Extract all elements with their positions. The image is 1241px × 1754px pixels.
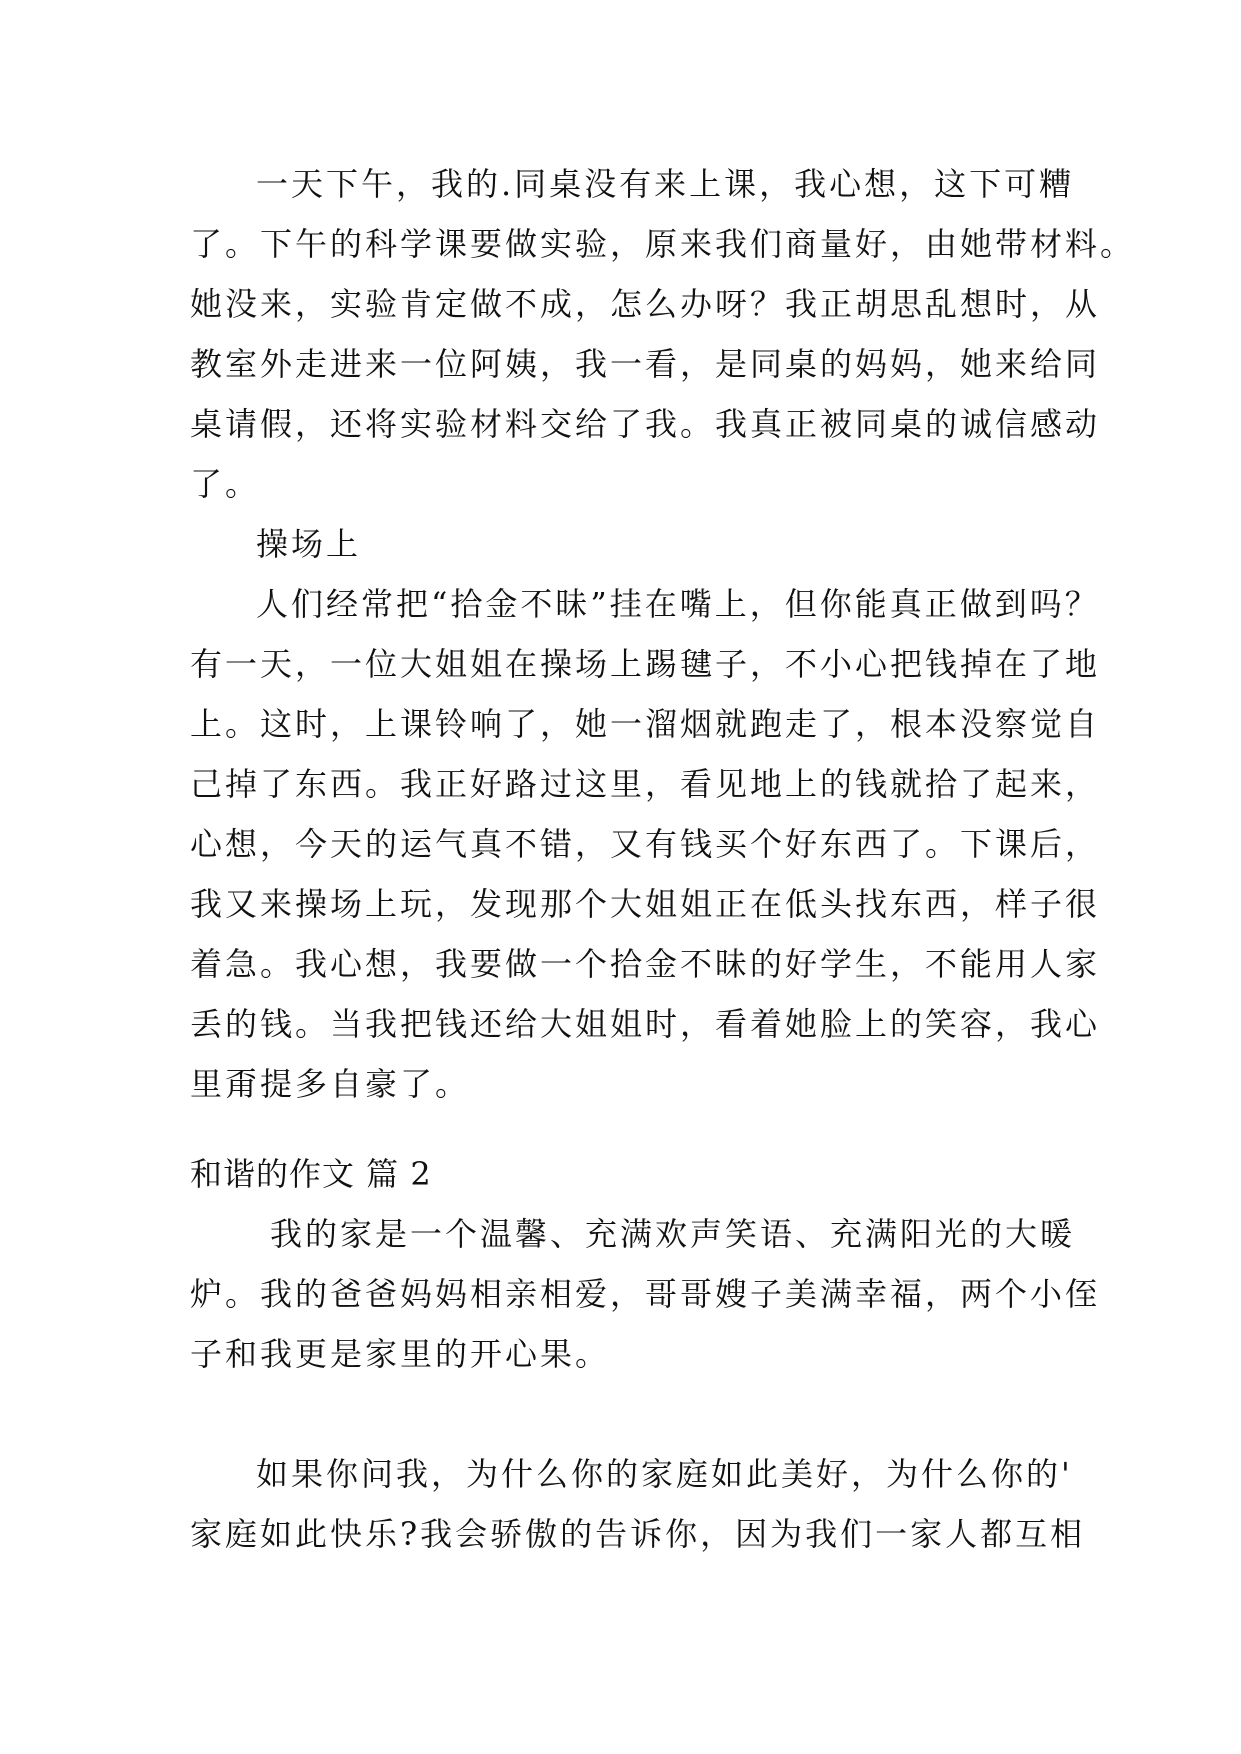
paragraph-line: 里甭提多自豪了。 [190,1065,471,1103]
paragraph-line: 教室外走进来一位阿姨，我一看，是同桌的妈妈，她来给同 [190,345,1101,383]
paragraph-line: 一天下午，我的.同桌没有来上课，我心想，这下可糟 [256,165,1075,203]
paragraph-line: 己掉了东西。我正好路过这里，看见地上的钱就拾了起来， [190,765,1101,803]
paragraph-line: 丢的钱。当我把钱还给大姐姐时，看着她脸上的笑容，我心 [190,1005,1101,1043]
paragraph-line: 了。 [190,465,261,503]
paragraph-line: 着急。我心想，我要做一个拾金不昧的好学生，不能用人家 [190,945,1101,983]
paragraph-line: 她没来，实验肯定做不成，怎么办呀？我正胡思乱想时，从 [190,285,1101,323]
paragraph-line: 如果你问我，为什么你的家庭如此美好，为什么你的' [256,1455,1073,1493]
paragraph-line: 人们经常把“拾金不昧”挂在嘴上，但你能真正做到吗？ [256,585,1100,623]
paragraph-line: 子和我更是家里的开心果。 [190,1335,611,1373]
paragraph-line: 我的家是一个温馨、充满欢声笑语、充满阳光的大暖 [270,1215,1076,1253]
paragraph-line: 心想，今天的运气真不错，又有钱买个好东西了。下课后， [190,825,1101,863]
paragraph-line: 炉。我的爸爸妈妈相亲相爱，哥哥嫂子美满幸福，两个小侄 [190,1275,1101,1313]
paragraph-line: 家庭如此快乐?我会骄傲的告诉你，因为我们一家人都互相 [190,1515,1086,1553]
essay-heading: 和谐的作文 篇 2 [190,1155,432,1193]
section-subtitle: 操场上 [256,525,362,563]
paragraph-line: 桌请假，还将实验材料交给了我。我真正被同桌的诚信感动 [190,405,1101,443]
paragraph-line: 了。下午的科学课要做实验，原来我们商量好，由她带材料。 [190,225,1136,263]
paragraph-line: 上。这时，上课铃响了，她一溜烟就跑走了，根本没察觉自 [190,705,1101,743]
paragraph-line: 有一天，一位大姐姐在操场上踢毽子，不小心把钱掉在了地 [190,645,1101,683]
paragraph-line: 我又来操场上玩，发现那个大姐姐正在低头找东西，样子很 [190,885,1101,923]
